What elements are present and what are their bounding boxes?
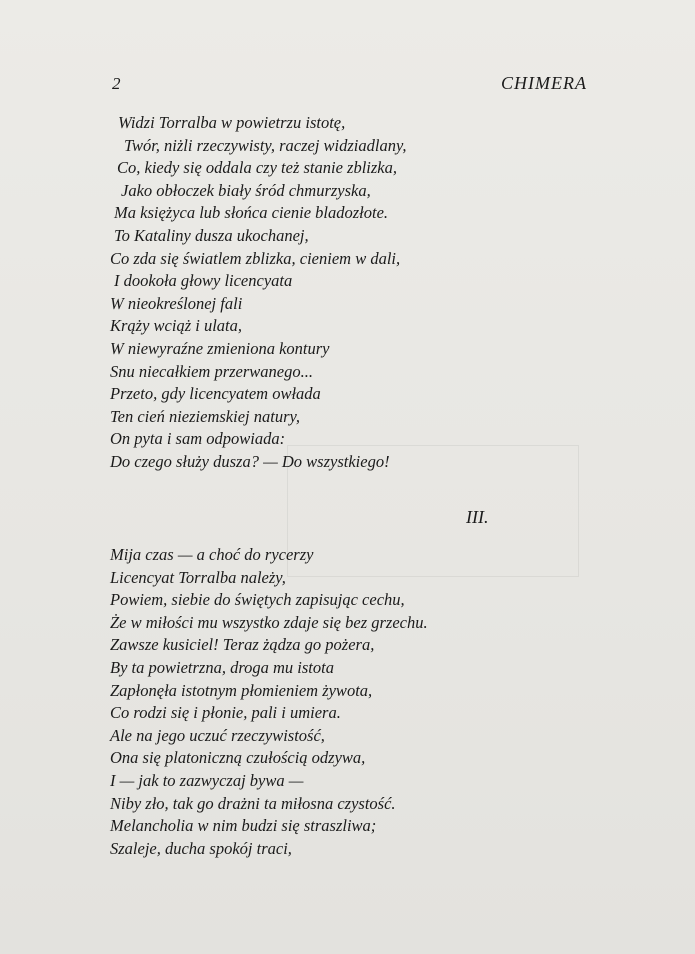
verse-line: Niby zło, tak go drażni ta miłosna czystość. [110, 793, 396, 813]
verse-line: I dookoła głowy licencyata [114, 271, 293, 291]
verse-line: Twór, niżli rzeczywisty, raczej widziadlany, [124, 135, 407, 155]
verse-line: Przeto, gdy licencyatem owłada [110, 384, 321, 404]
verse-line: Ma księżyca lub słońca cienie bladozłote. [114, 203, 389, 223]
verse-line: Melancholia w nim budzi się straszliwa; [110, 816, 377, 836]
verse-line: On pyta i sam odpowiada: [110, 429, 286, 449]
verse-line: I — jak to zazwyczaj bywa — [110, 771, 304, 790]
verse-line: W nieokreślonej fali [110, 293, 243, 313]
verse-line: Ona się platoniczną czułością odzywa, [110, 748, 366, 768]
verse-line: Ten cień nieziemskiej natury, [110, 406, 301, 426]
verse-line: By ta powietrzna, droga mu istota [110, 658, 334, 677]
verse-line: Do czego służy dusza? — Do wszystkiego! [110, 452, 390, 471]
verse-line: Co zda się światlem zblizka, cieniem w dali, [110, 248, 401, 268]
verse-line: Zapłonęła istotnym płomieniem żywota, [110, 680, 373, 700]
page-header [112, 73, 587, 94]
running-title: CHIMERA [501, 73, 587, 93]
verse-line: To Kataliny dusza ukochanej, [114, 226, 309, 245]
verse-line: Licencyat Torralba należy, [110, 567, 286, 587]
verse-line: Jako obłoczek biały śród chmurzyska, [121, 180, 371, 200]
verse-line: Krąży wciąż i ulata, [110, 316, 243, 336]
verse-line: Że w miłości mu wszystko zdaje się bez grzechu. [110, 612, 428, 632]
verse-line: Co rodzi się i płonie, pali i umiera. [110, 703, 341, 723]
verse-line: W niewyraźne zmieniona kontury [110, 339, 330, 358]
verse-line: Zawsze kusiciel! Teraz żądza go pożera, [110, 635, 375, 655]
verse-line: Szaleje, ducha spokój traci, [110, 838, 292, 858]
verse-line: Co, kiedy się oddala czy też stanie zblizka, [117, 158, 397, 178]
page-number: 2 [112, 74, 121, 93]
verse-line: Ale na jego uczuć rzeczywistość, [110, 725, 325, 745]
verse-line: Mija czas — a choć do rycerzy [110, 545, 314, 564]
verse-line: Snu niecałkiem przerwanego... [110, 361, 314, 381]
verse-line: Powiem, siebie do świętych zapisując cechu, [110, 590, 405, 610]
verse-line: Widzi Torralba w powietrzu istotę, [118, 113, 346, 132]
section-numeral: III. [466, 507, 489, 527]
